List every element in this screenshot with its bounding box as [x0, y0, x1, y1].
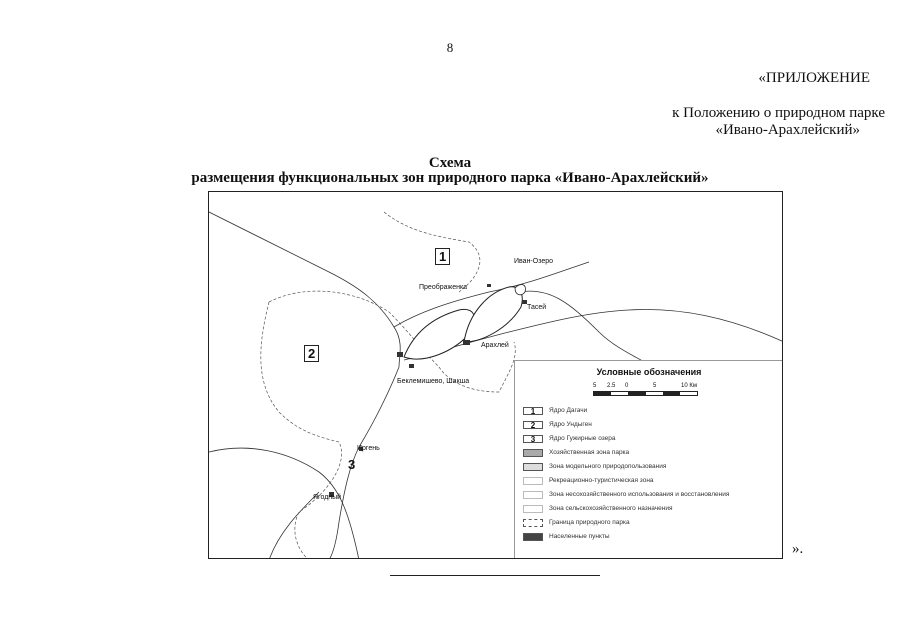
place-beklemishevo: Беклемишево, Шакша: [397, 378, 470, 385]
legend-item: [523, 489, 729, 500]
place-yagodny: Ягодный: [313, 494, 342, 501]
scale-bar: [593, 391, 698, 396]
legend-item: [523, 419, 592, 430]
legend-symbol: [523, 449, 543, 457]
legend-item: [523, 405, 587, 416]
legend-label: Ядро Ундыген: [549, 421, 592, 428]
legend-symbol: [523, 477, 543, 485]
legend-label: Ядро Гужирные озера: [549, 435, 616, 442]
document-subtitle: размещения функциональных зон природного парка «Ивано-Арахлейский»: [191, 170, 709, 186]
scale-label: 0: [625, 383, 629, 389]
legend-symbol: [523, 519, 543, 527]
legend-title: Условные обозначения: [596, 367, 702, 377]
document-title: Схема: [428, 155, 472, 171]
page-number: 8: [446, 40, 454, 55]
legend-item: [523, 517, 630, 528]
legend-label: Рекреационно-туристическая зона: [549, 477, 654, 484]
legend-item: [523, 503, 673, 514]
legend-symbol: [523, 533, 543, 541]
map-legend: [514, 360, 783, 559]
legend-symbol: [523, 505, 543, 513]
legend-symbol: 2: [523, 421, 543, 429]
legend-item: [523, 447, 629, 458]
zone-number-2: 2: [304, 345, 319, 362]
appendix-reference-line2: «Ивано-Арахлейский»: [715, 122, 860, 138]
legend-label: Граница природного парка: [549, 519, 630, 526]
place-preobrazhenka: Преображенка: [419, 284, 468, 291]
scale-label: 2.5: [607, 383, 616, 389]
legend-symbol: 1: [523, 407, 543, 415]
zone-number-1: 1: [435, 248, 450, 265]
zone-number-3: 3: [348, 457, 356, 472]
place-ivan-ozero: Иван-Озеро: [514, 258, 554, 265]
legend-item: [523, 531, 610, 542]
legend-item: [523, 461, 666, 472]
scale-label: 5: [653, 383, 657, 389]
legend-label: Зона сельскохозяйственного назначения: [549, 505, 673, 512]
legend-label: Зона несохозяйственного использования и восстановления: [549, 491, 730, 498]
legend-symbol: 3: [523, 435, 543, 443]
park-zone-map: [208, 191, 783, 559]
legend-label: Ядро Дагачи: [549, 407, 588, 414]
legend-item: [523, 433, 616, 444]
legend-symbol: [523, 491, 543, 499]
appendix-heading: «ПРИЛОЖЕНИЕ: [758, 70, 870, 86]
legend-label: Хозяйственная зона парка: [549, 449, 630, 456]
closing-quote: ».: [792, 541, 804, 557]
place-irgen: Иргень: [357, 445, 380, 452]
appendix-reference-line1: к Положению о природном парке: [672, 105, 885, 121]
legend-label: Зона модельного природопользования: [549, 463, 667, 470]
place-arakhley: Арахлей: [481, 342, 509, 349]
place-tasey: Тасей: [527, 304, 547, 311]
legend-item: [523, 475, 654, 486]
legend-symbol: [523, 463, 543, 471]
scale-label: 5: [593, 383, 597, 389]
scale-label: 10 Км: [681, 383, 697, 389]
bottom-divider: [390, 575, 600, 576]
legend-label: Населенные пункты: [549, 533, 610, 540]
